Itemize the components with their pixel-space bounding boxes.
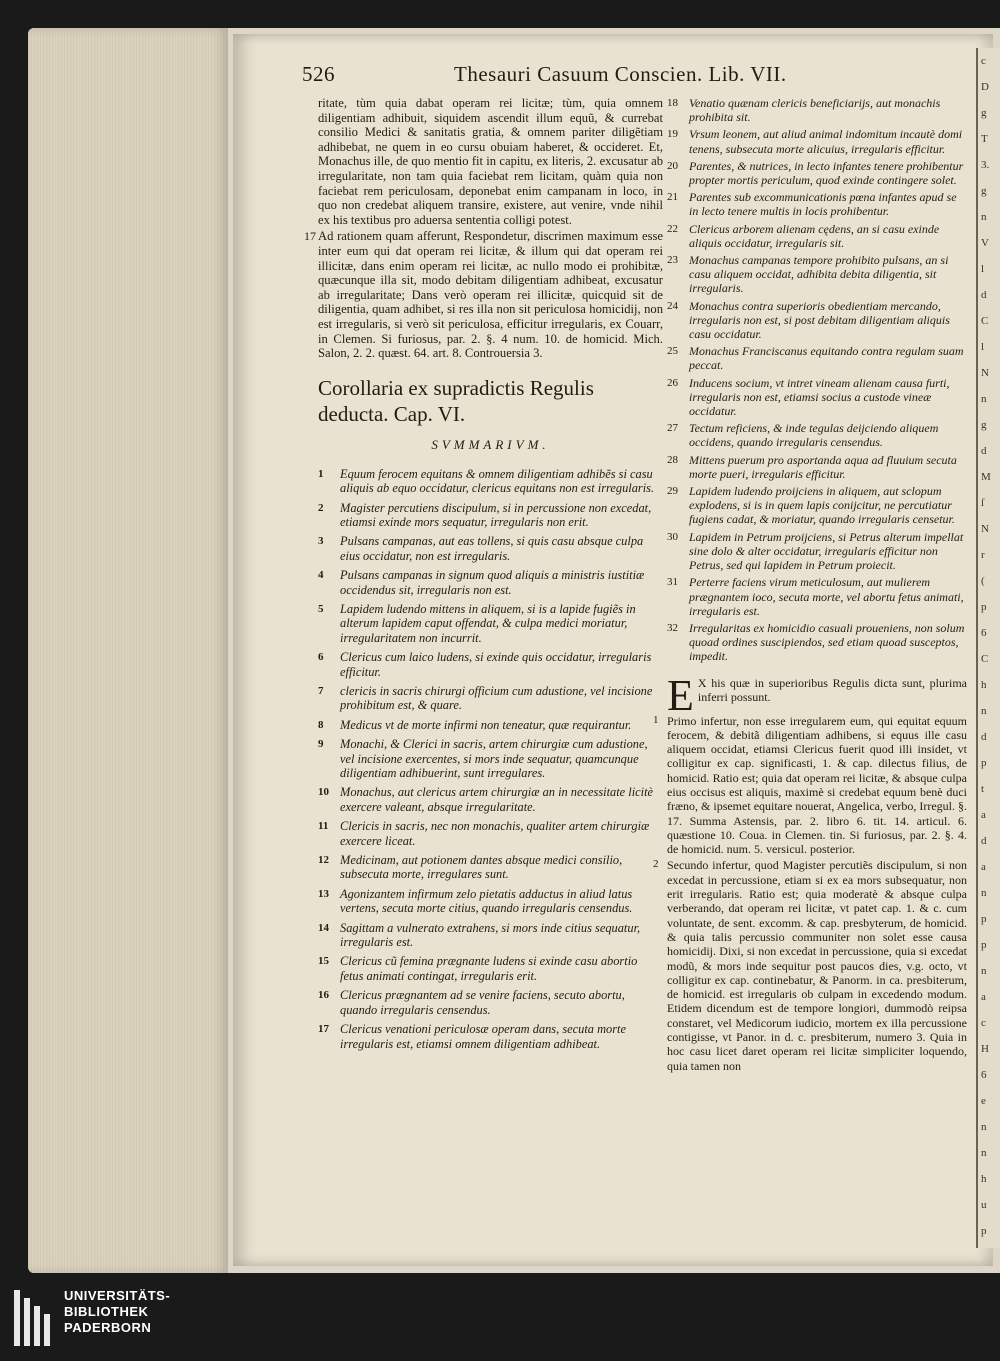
summary-item-number: 9 (318, 738, 324, 751)
summary-item-number: 26 (667, 376, 678, 389)
summary-item-text: Perterre faciens virum meticulosum, aut mulierem prægnantem ioco, secuta morte, vel abortu fetus animati, irregularis est. (689, 575, 964, 618)
summary-item-text: Monachus contra superioris obedientiam mercando, irregularis non est, si post debitam diligentiam aliquis casu occidatur. (689, 298, 950, 342)
intro-block (667, 670, 967, 720)
summary-item-number: 20 (667, 159, 678, 172)
summary-item-text: Agonizantem infirmum zelo pietatis adductus in aliud latus vertens, secuta morte citius, quando irregularis censendus. (340, 886, 633, 916)
summary-item (667, 376, 967, 419)
summary-item-text: Pulsans campanas in signum quod aliquis a ministris iustitiæ occidendus sit, irregularis non est. (340, 568, 645, 597)
summary-item-number: 31 (667, 576, 678, 589)
summary-item-text: Monachus, aut clericus artem chirurgiæ an in necessitate licitè exercere valeant, absque irregularitate. (340, 785, 654, 814)
facing-page-strip: c D g T 3. g n V l d C l N n g d M ſ N r ( p 6 C h n d p t a d a n p p n a c H 6 e n n h u p (976, 48, 1000, 1248)
summary-item-text: Parentes, & nutrices, in lecto infantes tenere prohibentur propter mortis periculum, quod exinde contingere solet. (689, 158, 964, 188)
summary-item-number: 13 (318, 887, 329, 900)
summary-item-number: 17 (318, 1023, 329, 1036)
summary-list (318, 467, 663, 1051)
summary-item (318, 785, 663, 814)
summary-item-number: 23 (667, 254, 678, 267)
summary-item (667, 484, 967, 527)
running-title: Thesauri Casuum Conscien. Lib. VII. (454, 62, 787, 86)
summary-item-text: Sagittam a vulnerato extrahens, si mors inde citius sequatur, irregularis est. (340, 920, 641, 950)
summary-item-text: Mittens puerum pro asportanda aqua ad fluuium secuta morte pueri, irregularis efficitur. (689, 452, 957, 481)
library-logo-line: BIBLIOTHEK (64, 1304, 149, 1319)
library-logo-line: PADERBORN (64, 1320, 152, 1335)
summary-item-text: Clericus arborem alienam cędens, an si casu exinde aliquis occidatur, irregularis sit. (689, 221, 940, 250)
summary-item-text: Inducens socium, vt intret vineam alienam causa furti, irregularis non est, etiamsi socius a custode vineæ occidatur. (689, 375, 950, 419)
summary-item-number: 32 (667, 621, 678, 634)
summary-item-text: Magister percutiens discipulum, si in percussione non excedat, etiamsi exinde mors sequatur, irregularis non erit. (340, 500, 652, 529)
summary-item (667, 253, 967, 296)
summary-item-number: 29 (667, 485, 678, 498)
paragraph-number: 1 (653, 713, 659, 726)
summary-item-number: 4 (318, 569, 324, 582)
summary-item-text: Equum ferocem equitans & omnem diligentiam adhibẽs si casu aliquis ab equo occidatur, clericus equitans non est irregularis. (340, 466, 655, 496)
summary-item-number: 11 (318, 820, 329, 833)
summary-item-number: 19 (667, 128, 678, 141)
paragraph-17: Ad rationem quam afferunt, Respondetur, discrimen maximum esse inter eum qui dat operam rei licitæ, & illum qui dat operam rei illicitæ, dans enim operam rei licitæ, ac nullo modo ei prohibitæ, quæcunque illa sit, modo debitam diligentiam adhibeat, excusatur ab irregularitate; Dans verò operam rei illicitæ, quicquid sit de diligentia, quam adhibet, si res illa non sit periculosa homicidij, non est irregularis, si verò sit periculosa, efficitur irregularis, ex Couarr, in Clemen. Si furiosus, par. 2. §. 4 num. 10. de homicid. Mich. Salon, 2. 2. quæst. 64. art. 8. Controuersia 3. (318, 229, 663, 361)
summary-item (667, 159, 967, 187)
summary-item-text: Pulsans campanas, aut eas tollens, si quis casu absque culpa eius occidatur, non est irregularis. (340, 534, 644, 563)
summary-item (318, 650, 663, 679)
summary-item (318, 737, 663, 780)
summary-item-number: 22 (667, 222, 678, 235)
summary-item-number: 27 (667, 422, 678, 435)
summary-item (318, 602, 663, 645)
summary-item (667, 299, 967, 342)
summary-item (318, 718, 663, 732)
intro-text: X his quæ in superioribus Regulis dicta sunt, plurima inferri possunt. (697, 675, 967, 704)
summary-item (318, 921, 663, 950)
paragraph-number: 17 (304, 229, 316, 244)
summary-item (667, 421, 967, 449)
summary-item-text: Clericis in sacris, nec non monachis, qualiter artem chirurgiæ exercere liceat. (340, 819, 650, 848)
summary-item (318, 501, 663, 530)
summary-item (667, 344, 967, 372)
summary-item-text: Monachi, & Clerici in sacris, artem chirurgiæ cum adustione, vel incisione exercentes, si mors inde sequatur, quamcunque diligentiam adhibuerint, sunt irregulares. (340, 737, 648, 780)
summary-item (667, 621, 967, 664)
summary-item-number: 15 (318, 955, 329, 968)
summary-item-text: Clericus prægnantem ad se venire faciens, secuto abortu, quando irregularis censendus. (340, 988, 625, 1017)
summary-item-text: Medicus vt de morte infirmi non teneatur, quæ requirantur. (340, 717, 632, 732)
summary-item (667, 530, 967, 573)
summary-item-number: 5 (318, 602, 324, 615)
summary-item-text: Lapidem ludendo proijciens in aliquem, aut sclopum explodens, si is in quem lapis conijcitur, ne percutiatur fugiens cadat, & moriatur, quando irregularis censetur. (689, 484, 955, 527)
summary-item (318, 1022, 663, 1051)
page-number: 526 (302, 62, 335, 86)
summary-item-text: Monachus campanas tempore prohibito pulsans, an si casu aliquem occidat, adhibita debita diligentia, sit irregularis. (689, 253, 949, 296)
paragraph-1: Primo infertur, non esse irregularem eum, qui equitat equum ferocem, & debitã diligentiam adhibens, si equus ille casu aliquem occidat, etiamsi Clericus fuerit quod illi insidet, vt colligitur ex cap. significasti, 1. & cap. dilectus filius, de homicid. Ratio est; quia dat operam rei licitæ, & absque culpa eius occisus est aliquis, maximè si credebat equum benè duci fræno, & ipsemet equitare nouerat, Angelica, verbo, Irregul. §. 17. Summa Astensis, par. 2. libro 6. tit. 14. articul. 6. quæstione 10. Coua. in Clemen. tin. Si furiosus, par. 2. §. 4. de homicid. num. 5. versicul. posterior. (667, 713, 967, 857)
summary-item-number: 10 (318, 786, 329, 799)
summary-item (318, 684, 663, 713)
library-logo (14, 1288, 254, 1348)
summary-item-text: Tectum reficiens, & inde tegulas deijciendo aliquem occidens, quando irregularis censendus. (689, 421, 939, 450)
summary-item-text: clericis in sacris chirurgi officium cum adustione, vel incisione prohibitum est, & quare. (340, 683, 653, 713)
summary-item (318, 954, 663, 983)
drop-cap: E (667, 670, 694, 720)
right-column (653, 96, 967, 1073)
summary-item (667, 453, 967, 481)
summary-item (318, 467, 663, 496)
summary-item-number: 25 (667, 345, 678, 358)
chapter-heading: Corollaria ex supradictis Regulis deducta. Cap. VI. (318, 375, 594, 426)
summary-item-text: Lapidem ludendo mittens in aliquem, si is a lapide fugiẽs in alterum lapidem caput offendat, & culpa medici moriatur, irregularitatem non incurrit. (340, 601, 636, 645)
summary-item (318, 568, 663, 597)
summary-item-number: 16 (318, 989, 329, 1002)
summary-item-number: 14 (318, 921, 329, 934)
summary-item-text: Irregularitas ex homicidio casuali proueniens, non solum quoad ordines suscipiendos, sed etiam quoad susceptos, impedit. (689, 620, 965, 664)
summary-item-text: Medicinam, aut potionem dantes absque medici consilio, subsecuta morte, irregulares sunt. (340, 853, 623, 882)
summary-item-number: 24 (667, 299, 678, 312)
paragraph-number: 2 (653, 858, 659, 871)
summary-item (318, 853, 663, 882)
summary-item (318, 887, 663, 916)
summary-item-number: 18 (667, 97, 678, 109)
continuation-paragraph: ritate, tùm quia dabat operam rei licitæ; tùm, quia omnem diligentiam adhibuit, siquidem ascendit illum equũ, & currebat consilio Medici & sanitatis gratia, & omnem pariter diligẽtiam adhibebat, ne quem in eo cursu obuiam haberet, & occideret. Et, Monachus ille, de quo mentio fit in capitu, ex literis, 2. excusatur ab irregularitate, non tam quia faciebat rem licitam, quàm quia non faciebat rem periculosam, deponebat enim campanam in loco, in quo non credebat aliquem transire, existere, aut venire, vnde nihil ex his textibus pro aduersa sententia colligi potest. (318, 96, 663, 227)
summary-item (667, 127, 967, 155)
summary-item-number: 6 (318, 651, 324, 664)
library-logo-mark (14, 1290, 54, 1346)
summary-item-number: 28 (667, 453, 678, 466)
summary-item-text: Monachus Franciscanus equitando contra regulam suam peccat. (689, 344, 964, 373)
summary-item-number: 7 (318, 684, 324, 697)
summary-item-number: 2 (318, 501, 324, 514)
summary-list-continued (667, 96, 967, 664)
summary-item-number: 1 (318, 467, 324, 480)
summary-item-text: Parentes sub excommunicationis pœna infantes apud se in lecto tenere multis in locis prohibentur. (689, 190, 957, 219)
summary-item-text: Lapidem in Petrum proijciens, si Petrus alterum impellat sine dolo & alter occidatur, irregularis efficitur non Petrus, sed qui lapidem in Petrum proiecit. (689, 529, 964, 573)
summary-item-number: 3 (318, 535, 324, 548)
paragraph-2: Secundo infertur, quod Magister percutiẽs discipulum, si non excedat in percussione, etiam si ex ea mors subsequatur, non erit irregularis. Ratio est; quia moderatè & absque culpa verberando, dat operam rei licitæ, vt patet cap. 1. & c. cum voluntate, de sent. excomm. & cap. presbyterum, de homicid. & quia talis percussio communiter non solet esse causa homicidij. Dixi, si non excedat in percussione, quia si excedat modũ, & mors inde sequitur post paucos dies, v.g. octo, vt colligitur ex cap. continebatur, & Panorm. in ca. presbiterum, de homicid. est irregularis ob culpam in excedendo modum. Etidem dicendum est de tempore longiori, dummodò reipsa constaret, vel Medicorum iudicio, mortem ex illa percussione contigisse, vt Panor. in d. c. presbiterum, numero 3. Quia in hoc casu licet daret operam rei licitæ simpliciter loquendo, quia tamen non (667, 858, 967, 1073)
summary-item-text: Clericus cũ femina prægnante ludens si exinde casu abortio fetus animati contingat, irregularis erit. (340, 954, 638, 983)
summary-item (318, 534, 663, 563)
summary-item-text: Clericus venationi periculosæ operam dans, secuta morte irregularis est, etiamsi omnem diligentiam adhibeat. (340, 1022, 626, 1051)
summary-item-text: Vrsum leonem, aut aliud animal indomitum incautè domi tenens, subsecuta morte alicuius, irregularis efficitur. (689, 127, 963, 156)
summary-item (667, 222, 967, 250)
summary-item (667, 190, 967, 218)
left-column (304, 96, 663, 1056)
page-edges (28, 28, 228, 1273)
summary-item-number: 21 (667, 191, 678, 204)
library-logo-line: UNIVERSITÄTS- (64, 1288, 171, 1303)
summary-item (667, 575, 967, 618)
summary-item-number: 8 (318, 718, 324, 731)
summary-item-text: Venatio quænam clericis beneficiarijs, aut monachis prohibita sit. (689, 96, 941, 125)
summarium-label: SVMMARIVM. (431, 436, 550, 452)
summary-item (667, 96, 967, 124)
summary-item-text: Clericus cum laico ludens, si exinde quis occidatur, irregularis efficitur. (340, 650, 652, 679)
summary-item (318, 988, 663, 1017)
summary-item-number: 12 (318, 854, 329, 867)
summary-item-number: 30 (667, 530, 678, 543)
summary-item (318, 819, 663, 848)
